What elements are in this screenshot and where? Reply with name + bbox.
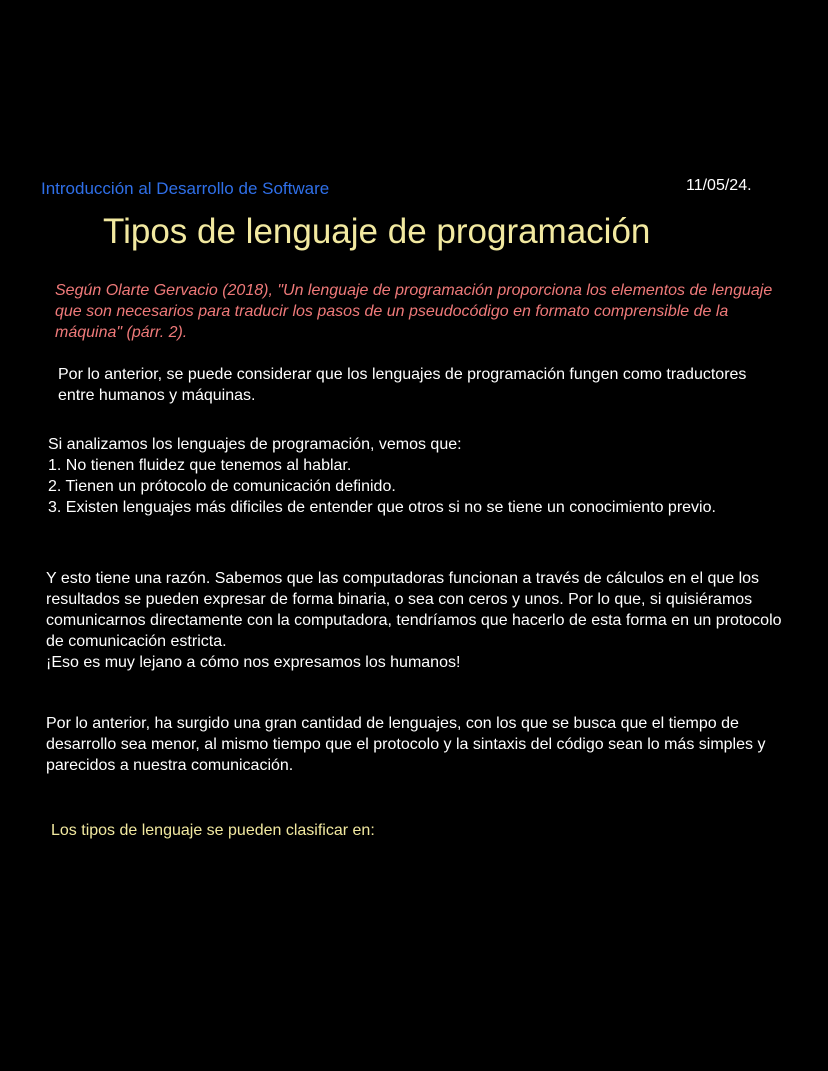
paragraph-languages: Por lo anterior, ha surgido una gran cantidad de lenguajes, con los que se busca que el tiempo de desarrollo sea menor, al mismo tiempo que el protocolo y la sintaxis del código sean lo más simples y parecidos a nuestra comunicación. xyxy=(46,715,766,774)
analysis-block xyxy=(48,434,788,518)
course-name: Introducción al Desarrollo de Software xyxy=(41,179,330,198)
list-item: 3. Existen lenguajes más dificiles de entender que otros si no se tiene un conocimiento previo. xyxy=(48,499,716,516)
page-title: Tipos de lenguaje de programación xyxy=(103,212,651,251)
paragraph-translators: Por lo anterior, se puede considerar que los lenguajes de programación fungen como traductores entre humanos y máquinas. xyxy=(58,366,747,404)
analysis-intro: Si analizamos los lenguajes de programación, vemos que: xyxy=(48,436,462,453)
paragraph-binary-text: Y esto tiene una razón. Sabemos que las computadoras funcionan a través de cálculos en el que los resultados se pueden expresar de forma binaria, o sea con ceros y unos. Por lo que, si quisiéramos comunicarnos directamente con la computadora, tendríamos que hacerlo de esta forma en un protocolo de comunicación estricta. xyxy=(46,570,782,650)
list-item: 2. Tienen un prótocolo de comunicación definido. xyxy=(48,478,396,495)
classification-heading: Los tipos de lenguaje se pueden clasificar en: xyxy=(51,822,375,839)
document-date: 11/05/24. xyxy=(686,177,752,194)
list-item: 1. No tienen fluidez que tenemos al hablar. xyxy=(48,457,352,474)
paragraph-binary-exclamation: ¡Eso es muy lejano a cómo nos expresamos los humanos! xyxy=(46,654,461,671)
paragraph-binary xyxy=(46,568,786,673)
citation-quote: Según Olarte Gervacio (2018), "Un lenguaje de programación proporciona los elementos de lenguaje que son necesarios para traducir los pasos de un pseudocódigo en formato comprensible de la máquina" (párr. 2). xyxy=(55,282,773,341)
